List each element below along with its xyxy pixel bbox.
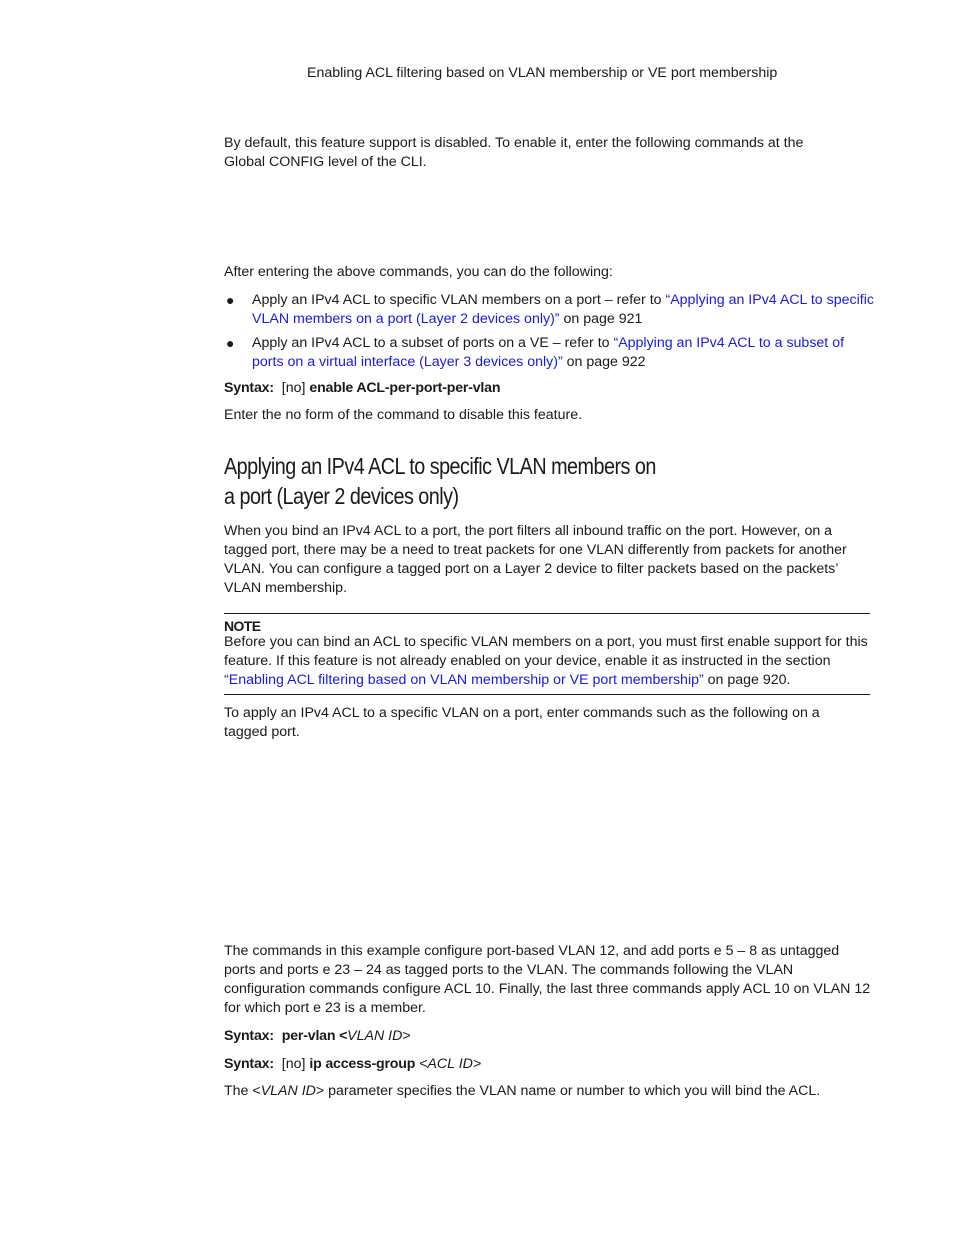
section-heading-line-1: Applying an IPv4 ACL to specific VLAN members on [224, 453, 656, 479]
syntax-label: Syntax: [224, 1056, 274, 1072]
bullet-dot-icon: ● [226, 292, 235, 308]
bullet-item: ● Apply an IPv4 ACL to specific VLAN members on a port – refer to “Applying an IPv4 ACL to specific VLAN members on a port (Layer 2 devices only)” on page 921 [226, 292, 874, 327]
bullet-dot-icon: ● [226, 335, 235, 351]
syntax-ip-access-group: Syntax: [no] ip access-group <ACL ID> [224, 1056, 482, 1072]
xref-link[interactable]: “Enabling ACL filtering based on VLAN membership or VE port membership” [224, 672, 704, 688]
parameter: VLAN ID [260, 1083, 316, 1099]
parameter-description: The <VLAN ID> parameter specifies the VLAN name or number to which you will bind the ACL. [224, 1083, 821, 1099]
parameter: <ACL ID> [419, 1056, 482, 1072]
section-heading [224, 451, 783, 511]
intro-paragraph [224, 134, 874, 172]
note-bottom-rule [224, 694, 870, 695]
after-commands-text: After entering the above commands, you can do the following: [224, 264, 613, 280]
parameter: VLAN ID [347, 1028, 403, 1044]
section-paragraph: When you bind an IPv4 ACL to a port, the port filters all inbound traffic on the port. However, on a tagged port, there may be a need to treat packets for one VLAN differently from packets for another VLAN. You can configure a tagged port on a Layer 2 device to filter packets based on the packets’ VLAN membership. [224, 523, 847, 596]
syntax-label: Syntax: [224, 380, 274, 396]
syntax-enable-acl: Syntax: [no] enable ACL-per-port-per-vlan [224, 380, 501, 396]
disable-note: Enter the no form of the command to disable this feature. [224, 407, 583, 423]
note-body: Before you can bind an ACL to specific VLAN members on a port, you must first enable support for this feature. If this feature is not already enabled on your device, enable it as instructed in the section “Enabling ACL filtering based on VLAN membership or VE port membership” on page 920. [224, 634, 868, 688]
apply-instructions: To apply an IPv4 ACL to a specific VLAN on a port, enter commands such as the following on a tagged port. [224, 705, 820, 740]
syntax-per-vlan: Syntax: per-vlan <VLAN ID> [224, 1028, 411, 1044]
bullet-item: ● Apply an IPv4 ACL to a subset of ports on a VE – refer to “Applying an IPv4 ACL to a subset of ports on a virtual interface (Layer 3 devices only)” on page 922 [226, 335, 845, 370]
command-keyword: enable ACL-per-port-per-vlan [309, 380, 501, 396]
command-keyword: ip access-group [309, 1056, 416, 1072]
section-heading-line-2: a port (Layer 2 devices only) [224, 483, 459, 509]
xref-link[interactable]: “Applying an IPv4 ACL to specific VLAN members on a port (Layer 2 devices only)” [252, 292, 874, 327]
note-label: NOTE [224, 618, 261, 634]
intro-line-1: By default, this feature support is disabled. To enable it, enter the following commands at the [224, 135, 804, 151]
running-header: Enabling ACL filtering based on VLAN membership or VE port membership [307, 65, 778, 81]
note-top-rule [224, 613, 870, 614]
intro-line-2: Global CONFIG level of the CLI. [224, 154, 427, 170]
syntax-label: Syntax: [224, 1028, 274, 1044]
example-explanation: The commands in this example configure port-based VLAN 12, and add ports e 5 – 8 as untagged ports and ports e 23 – 24 as tagged ports to the VLAN. The commands following the VLAN configuration commands configure ACL 10. Finally, the last three commands apply ACL 10 on VLAN 12 for which port e 23 is a member. [224, 943, 871, 1016]
xref-link[interactable]: “Applying an IPv4 ACL to a subset of ports on a virtual interface (Layer 3 devices only)” [252, 335, 845, 370]
command-keyword: per-vlan < [281, 1028, 348, 1044]
bullet-list [224, 291, 874, 372]
